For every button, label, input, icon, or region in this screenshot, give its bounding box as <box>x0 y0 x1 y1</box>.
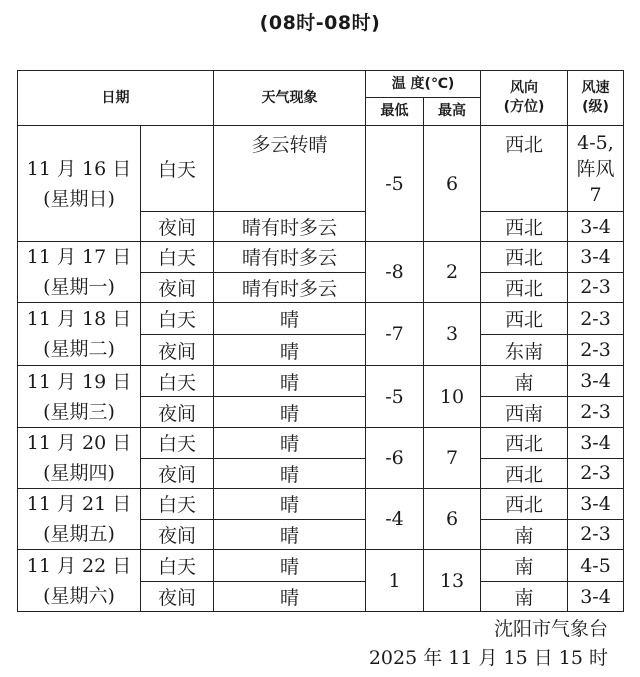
temp-low-cell: -8 <box>366 242 424 303</box>
forecast-row <box>18 242 624 273</box>
temp-high-cell: 7 <box>424 428 481 489</box>
temp-high-cell: 6 <box>424 126 481 242</box>
wind-speed-cell: 2-3 <box>568 519 624 550</box>
weekday-label: (星期四) <box>43 462 115 484</box>
wind-direction-cell: 西北 <box>481 242 568 273</box>
wind-speed-cell: 2-3 <box>568 335 624 366</box>
period-label: 白天 <box>141 242 214 273</box>
weekday-label: (星期一) <box>43 276 115 298</box>
forecast-row <box>18 428 624 459</box>
wind-speed-cell: 3-4 <box>568 582 624 612</box>
period-label: 夜间 <box>141 397 214 428</box>
period-label: 夜间 <box>141 212 214 242</box>
wind-direction-cell: 西北 <box>481 458 568 489</box>
wind-speed-cell: 4-5,阵风 7 <box>568 126 624 212</box>
temp-low-cell: 1 <box>366 550 424 612</box>
forecast-period-subtitle: (08时-08时) <box>259 12 381 34</box>
date-cell <box>18 126 141 242</box>
wind-direction-cell: 南 <box>481 582 568 612</box>
period-label: 白天 <box>141 366 214 397</box>
weather-cell: 晴 <box>214 428 366 459</box>
wind-direction-cell: 西北 <box>481 489 568 520</box>
temp-high-cell: 2 <box>424 242 481 303</box>
wind-speed-cell: 3-4 <box>568 489 624 520</box>
wind-speed-cell: 2-3 <box>568 458 624 489</box>
forecast-row <box>18 550 624 582</box>
wind-direction-cell: 西北 <box>481 212 568 242</box>
date-label: 11 月 18 日 <box>26 308 132 330</box>
temp-low-cell: -7 <box>366 303 424 366</box>
header-weather: 天气现象 <box>214 71 366 126</box>
date-cell <box>18 550 141 612</box>
wind-speed-cell: 2-3 <box>568 303 624 335</box>
period-label: 白天 <box>141 126 214 212</box>
forecast-row <box>18 489 624 520</box>
weather-cell: 晴 <box>214 519 366 550</box>
temp-low-cell: -4 <box>366 489 424 550</box>
weather-cell: 晴 <box>214 458 366 489</box>
period-label: 夜间 <box>141 519 214 550</box>
temp-high-cell: 10 <box>424 366 481 428</box>
header-wind-direction: 风向 (方位) <box>481 71 568 126</box>
wind-direction-cell: 东南 <box>481 335 568 366</box>
issued-time: 2025 年 11 月 15 日 15 时 <box>368 647 608 669</box>
weekday-label: (星期日) <box>43 187 115 210</box>
header-date: 日期 <box>18 71 214 126</box>
date-label: 11 月 22 日 <box>26 554 132 577</box>
forecast-row <box>18 126 624 212</box>
header-temperature: 温 度(℃) <box>366 71 481 98</box>
weather-cell: 晴 <box>214 550 366 582</box>
wind-direction-cell: 南 <box>481 519 568 550</box>
header-temp-high: 最高 <box>424 98 481 126</box>
wind-direction-cell: 西北 <box>481 272 568 303</box>
wind-direction-cell: 西北 <box>481 428 568 459</box>
wind-speed-cell: 3-4 <box>568 212 624 242</box>
temp-high-cell: 6 <box>424 489 481 550</box>
temp-high-cell: 13 <box>424 550 481 612</box>
wind-speed-cell: 3-4 <box>568 242 624 273</box>
weather-cell: 晴 <box>214 366 366 397</box>
date-cell <box>18 366 141 428</box>
weather-cell: 晴有时多云 <box>214 212 366 242</box>
wind-speed-cell: 2-3 <box>568 272 624 303</box>
forecast-row <box>18 366 624 397</box>
date-cell <box>18 428 141 489</box>
weather-cell: 晴 <box>214 489 366 520</box>
issuer-name: 沈阳市气象台 <box>493 618 608 640</box>
period-label: 夜间 <box>141 335 214 366</box>
header-wind-speed: 风速 (级) <box>568 71 624 126</box>
date-label: 11 月 19 日 <box>26 370 132 393</box>
period-label: 夜间 <box>141 458 214 489</box>
period-label: 白天 <box>141 303 214 335</box>
period-label: 白天 <box>141 550 214 582</box>
temp-high-cell: 3 <box>424 303 481 366</box>
weekday-label: (星期三) <box>43 400 115 423</box>
temp-low-cell: -5 <box>366 366 424 428</box>
wind-direction-cell: 西北 <box>481 126 568 212</box>
weather-cell: 晴有时多云 <box>214 242 366 273</box>
temp-low-cell: -5 <box>366 126 424 242</box>
date-label: 11 月 16 日 <box>26 157 132 180</box>
forecast-row <box>18 303 624 335</box>
wind-direction-cell: 南 <box>481 366 568 397</box>
weekday-label: (星期二) <box>43 338 115 360</box>
header-temp-low: 最低 <box>366 98 424 126</box>
wind-speed-cell: 3-4 <box>568 366 624 397</box>
weather-cell: 晴 <box>214 335 366 366</box>
wind-direction-cell: 南 <box>481 550 568 582</box>
weather-cell: 多云转晴 <box>214 126 366 212</box>
weather-cell: 晴有时多云 <box>214 272 366 303</box>
period-label: 白天 <box>141 489 214 520</box>
date-label: 11 月 21 日 <box>26 493 132 515</box>
temp-low-cell: -6 <box>366 428 424 489</box>
period-label: 白天 <box>141 428 214 459</box>
weather-cell: 晴 <box>214 582 366 612</box>
forecast-table <box>17 70 624 612</box>
wind-direction-cell: 西南 <box>481 397 568 428</box>
period-label: 夜间 <box>141 272 214 303</box>
wind-speed-cell: 2-3 <box>568 397 624 428</box>
wind-speed-cell: 3-4 <box>568 428 624 459</box>
weather-cell: 晴 <box>214 303 366 335</box>
wind-speed-cell: 4-5 <box>568 550 624 582</box>
date-cell <box>18 242 141 303</box>
date-label: 11 月 17 日 <box>26 246 132 268</box>
weather-cell: 晴 <box>214 397 366 428</box>
weekday-label: (星期六) <box>43 584 115 607</box>
date-cell <box>18 303 141 366</box>
wind-direction-cell: 西北 <box>481 303 568 335</box>
date-cell <box>18 489 141 550</box>
date-label: 11 月 20 日 <box>26 432 132 454</box>
weekday-label: (星期五) <box>43 523 115 545</box>
period-label: 夜间 <box>141 582 214 612</box>
